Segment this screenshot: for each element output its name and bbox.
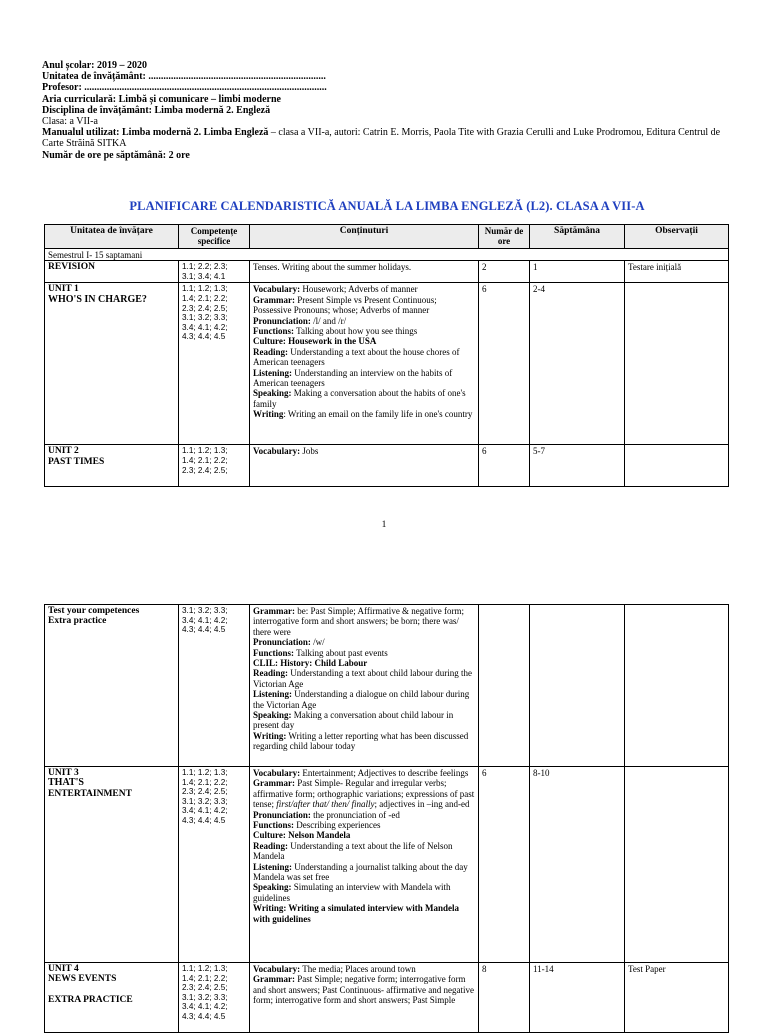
col-header-contents: Conținuturi (250, 225, 479, 249)
week: 5-7 (530, 445, 625, 487)
unit-1 (45, 283, 179, 445)
curricular-area: Aria curriculară: Limbă și comunicare – limbi moderne (42, 93, 281, 105)
textbook (42, 127, 732, 149)
hours: 6 (479, 283, 530, 445)
table-row (45, 963, 729, 1033)
semester-row (45, 248, 729, 260)
contents: Vocabulary: The media; Places around town Grammar: Past Simple; negative form; interrogative form and short answers; Past Continuous- affirmative and negative form; interrogative form and short answers; Past Simple (250, 963, 479, 1033)
table-row (45, 283, 729, 445)
col-header-hours: Număr de ore (479, 225, 530, 249)
competences: 1.1; 1.2; 1.3; 1.4; 2.1; 2.2; 2.3; 2.4; 2.5; 3.1; 3.2; 3.3; 3.4; 4.1; 4.2; 4.3; 4.4; 4.5 (179, 963, 250, 1033)
competences: 1.1; 2.2; 2.3; 3.1; 3.4; 4.1 (179, 261, 250, 283)
page-title: PLANIFICARE CALENDARISTICĂ ANUALĂ LA LIMBA ENGLEZĂ (L2). CLASA A VII-A (129, 199, 645, 213)
extra-practice: EXTRA PRACTICE (48, 994, 133, 1005)
planning-table-continued (44, 604, 729, 1033)
week (530, 605, 625, 767)
contents: Tenses. Writing about the summer holidays. (250, 261, 479, 283)
contents: Vocabulary: Jobs (250, 445, 479, 487)
unit-number: UNIT 2 (48, 446, 79, 457)
competences: 3.1; 3.2; 3.3; 3.4; 4.1; 4.2; 4.3; 4.4; 4.5 (179, 605, 250, 767)
observations (625, 605, 729, 767)
col-header-observations: Observații (625, 225, 729, 249)
unit-revision: REVISION (45, 261, 179, 283)
unit-name: WHO'S IN CHARGE? (48, 293, 147, 305)
week: 11-14 (530, 963, 625, 1033)
hours: 2 (479, 261, 530, 283)
semester-label: Semestrul I- 15 saptamani (45, 248, 729, 260)
class: Clasa: a VII-a (42, 116, 98, 128)
col-header-unit: Unitatea de învățare (45, 225, 179, 249)
competences: 1.1; 1.2; 1.3; 1.4; 2.1; 2.2; 2.3; 2.4; 2.5; (179, 445, 250, 487)
unit-name: Test your competences (48, 606, 140, 616)
page-2 (0, 560, 768, 1024)
subject: Disciplina de învățământ: Limba modernă 2. Engleză (42, 104, 271, 116)
unit-subname: Extra practice (48, 616, 107, 627)
unit-3 (45, 767, 179, 963)
school-year: Anul școlar: 2019 – 2020 (42, 60, 147, 71)
contents: Vocabulary: Entertainment; Adjectives to describe feelings Grammar: Past Simple- Regular and irregular verbs; affirmative form; orthographic variations; expressions of past tense; first/after that/ then/ finally; adjectives in –ing and-ed Pronunciation: the pronunciation of -ed Functions: Describing experiences Culture: Nelson Mandela Reading: Understanding a text about the life of Nelson Mandela Listening: Understanding a journalist talking about the day Mandela was set free Speaking: Simulating an interview with Mandela with guidelines Writing: Writing a simulated interview with Mandela with guidelines (250, 767, 479, 963)
teacher: Profesor: ................................................................................................. (42, 82, 327, 94)
table-row (45, 261, 729, 283)
unit-4 (45, 963, 179, 1033)
competences: 1.1; 1.2; 1.3; 1.4; 2.1; 2.2; 2.3; 2.4; 2.5; 3.1; 3.2; 3.3; 3.4; 4.1; 4.2; 4.3; 4.4; 4.5 (179, 767, 250, 963)
table-header-row (45, 225, 729, 249)
observations: Testare inițială (625, 261, 729, 283)
hours-per-week: Număr de ore pe săptămână: 2 ore (42, 149, 190, 161)
document-header (42, 60, 732, 161)
school-unit: Unitatea de învățământ: ....................................................................... (42, 71, 326, 83)
unit-number: UNIT 3 (48, 768, 79, 778)
hours: 6 (479, 767, 530, 963)
hours: 8 (479, 963, 530, 1033)
col-header-week: Săptămâna (530, 225, 625, 249)
week: 1 (530, 261, 625, 283)
table-row (45, 605, 729, 767)
textbook-label: Manualul utilizat: Limba modernă 2. Limba Engleză (42, 127, 269, 139)
unit-name-2: ENTERTAINMENT (48, 788, 132, 799)
week: 2-4 (530, 283, 625, 445)
col-header-competences: Competențe specifice (179, 225, 250, 249)
observations (625, 767, 729, 963)
unit-name: PAST TIMES (48, 456, 105, 467)
unit-number: UNIT 1 (48, 284, 79, 295)
observations (625, 445, 729, 487)
observations (625, 283, 729, 445)
unit-name: NEWS EVENTS (48, 974, 117, 985)
planning-table (44, 224, 729, 487)
competences: 1.1; 1.2; 1.3; 1.4; 2.1; 2.2; 2.3; 2.4; 2.5; 3.1; 3.2; 3.3; 3.4; 4.1; 4.2; 4.3; 4.4; 4.5 (179, 283, 250, 445)
contents: Vocabulary: Housework; Adverbs of manner Grammar: Present Simple vs Present Continuous; Possessive Pronouns; whose; Adverbs of manner Pronunciation: /l/ and /r/ Functions: Talking about how you see things Culture: Housework in the USA Reading: Understanding a text about the house chores of American teenagers Listening: Understanding an interview on the habits of American teenagers Speaking: Making a conversation about the habits of one's family Writing: Writing an email on the family life in one's country (250, 283, 479, 445)
hours: 6 (479, 445, 530, 487)
week: 8-10 (530, 767, 625, 963)
page-number: 1 (381, 520, 387, 530)
unit-test (45, 605, 179, 767)
table-row (45, 767, 729, 963)
unit-name: THAT'S (48, 777, 84, 789)
observations: Test Paper (625, 963, 729, 1033)
hours (479, 605, 530, 767)
table-row (45, 445, 729, 487)
textbook-details: – clasa a VII-a, autori: Catrin E. Morris, Paola Tite with Grazia Cerulli and Luke Prodromou, Editura Centrul de Carte Străină SITKA (42, 127, 721, 150)
unit-2 (45, 445, 179, 487)
contents: Grammar: be: Past Simple; Affirmative & negative form; interrogative form and short answers; be born; there was/ there were Pronunciation: /w/ Functions: Talking about past events CLIL: History: Child Labour Reading: Understanding a text about child labour during the Victorian Age Listening: Understanding a dialogue on child labour during the Victorian Age Speaking: Making a conversation about child labour in present day Writing: Writing a letter reporting what has been discussed regarding child labour today (250, 605, 479, 767)
unit-number: UNIT 4 (48, 964, 79, 974)
